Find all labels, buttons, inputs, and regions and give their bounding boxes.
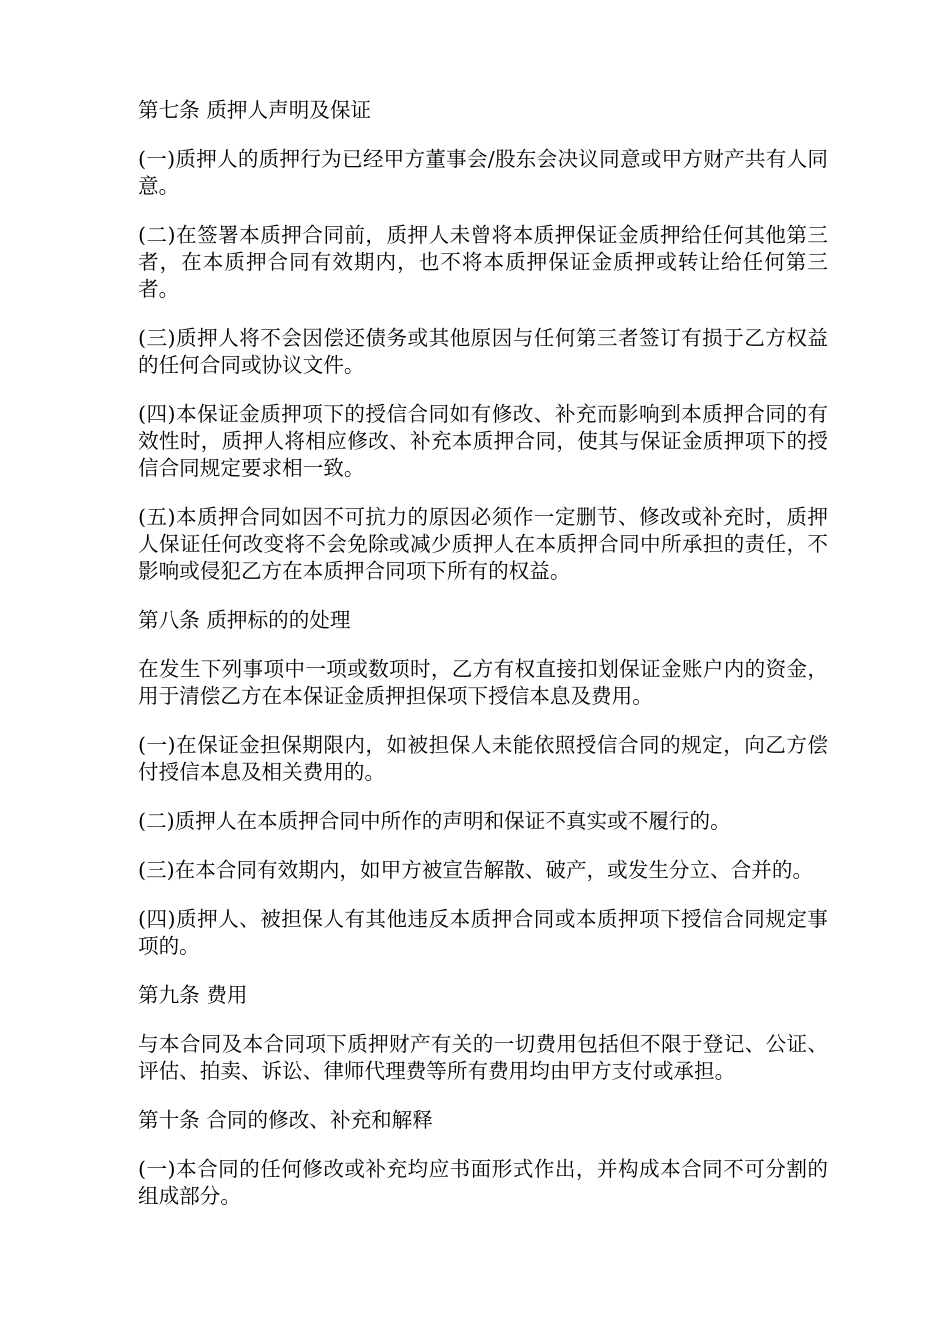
paragraph: (二)质押人在本质押合同中所作的声明和保证不真实或不履行的。 (138, 809, 731, 833)
paragraph: (五)本质押合同如因不可抗力的原因必须作一定删节、修改或补充时，质押人保证任何改变将不会免除或减少质押人在本质押合同中所承担的责任，不影响或侵犯乙方在本质押合同项下所有的权益。 (138, 505, 828, 583)
paragraph: (三)在本合同有效期内，如甲方被宣告解散、破产，或发生分立、合并的。 (138, 858, 814, 882)
section-heading: 第七条 质押人声明及保证 (138, 98, 372, 122)
section-article-7 (138, 97, 828, 585)
section-article-9 (138, 982, 828, 1085)
section-heading: 第九条 费用 (138, 983, 248, 1007)
paragraph: (四)质押人、被担保人有其他违反本质押合同或本质押项下授信合同规定事项的。 (138, 907, 828, 958)
paragraph: (三)质押人将不会因偿还债务或其他原因与任何第三者签订有损于乙方权益的任何合同或协议文件。 (138, 326, 828, 377)
paragraph: (一)本合同的任何修改或补充均应书面形式作出，并构成本合同不可分割的组成部分。 (138, 1157, 828, 1208)
section-article-8 (138, 607, 828, 960)
section-article-10 (138, 1107, 828, 1210)
paragraph: (二)在签署本质押合同前，质押人未曾将本质押保证金质押给任何其他第三者，在本质押合同有效期内，也不将本质押保证金质押或转让给任何第三者。 (138, 223, 828, 301)
paragraph: (一)质押人的质押行为已经甲方董事会/股东会决议同意或甲方财产共有人同意。 (138, 147, 828, 198)
section-heading: 第十条 合同的修改、补充和解释 (138, 1108, 433, 1132)
paragraph: 与本合同及本合同项下质押财产有关的一切费用包括但不限于登记、公证、评估、拍卖、诉讼、律师代理费等所有费用均由甲方支付或承担。 (138, 1032, 828, 1083)
paragraph: 在发生下列事项中一项或数项时，乙方有权直接扣划保证金账户内的资金，用于清偿乙方在本保证金质押担保项下授信本息及费用。 (138, 657, 828, 708)
section-heading: 第八条 质押标的的处理 (138, 608, 351, 632)
paragraph: (四)本保证金质押项下的授信合同如有修改、补充而影响到本质押合同的有效性时，质押人将相应修改、补充本质押合同，使其与保证金质押项下的授信合同规定要求相一致。 (138, 402, 828, 480)
document-page (138, 97, 828, 1232)
paragraph: (一)在保证金担保期限内，如被担保人未能依照授信合同的规定，向乙方偿付授信本息及相关费用的。 (138, 733, 828, 784)
